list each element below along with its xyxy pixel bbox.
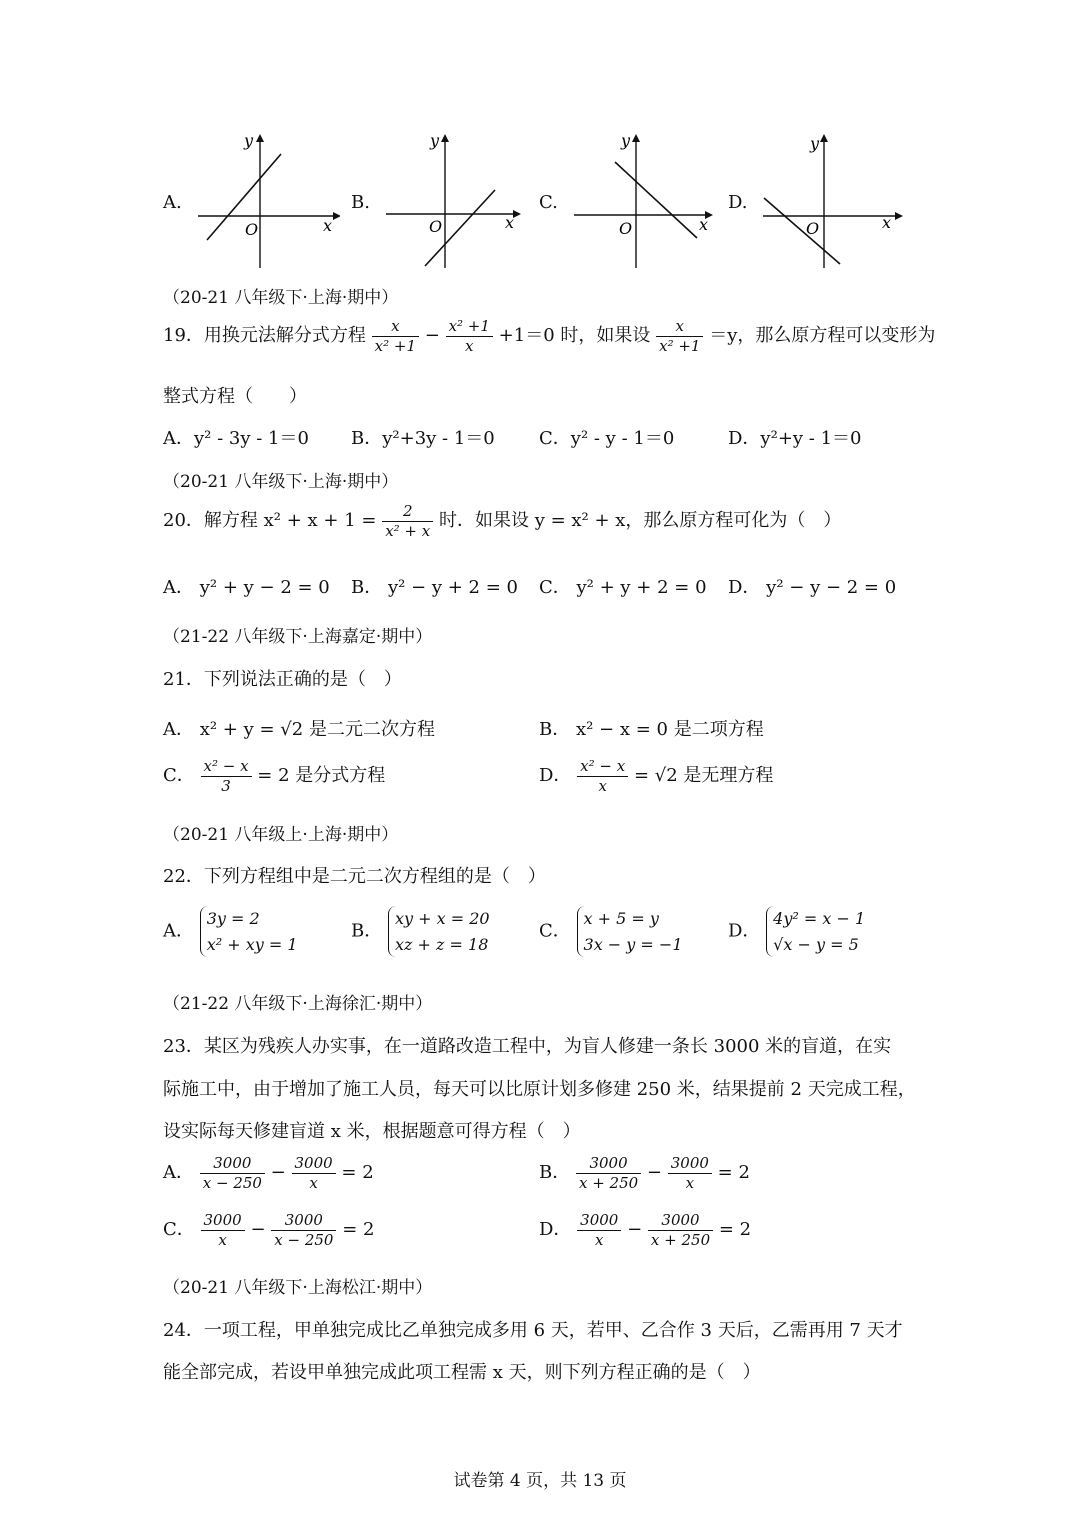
q21-stem: 21．下列说法正确的是（ ） [163, 669, 402, 690]
x-axis-label: x [882, 213, 892, 232]
q21-option-c: C． $\frac{\text{x² − x}}{3}$ = 2 是分式方程 [163, 757, 386, 795]
q21-option-b: B． x² − x = 0 是二项方程 [539, 719, 764, 740]
q23-option-a: A． $\frac{3000}{x - 250}$ − $\frac{3000}{x}$ = 2 [163, 1154, 374, 1192]
q23-stem-line1: 23．某区为残疾人办实事，在一道路改造工程中，为盲人修建一条长 3000 米的盲道，在实 [163, 1036, 892, 1057]
x-axis-label: x [699, 215, 709, 234]
y-axis-label: y [430, 131, 440, 150]
x-axis-label: x [505, 213, 515, 232]
q24-stem-line2: 能全部完成，若设甲单独完成此项工程需 x 天，则下列方程正确的是（ ） [163, 1362, 761, 1383]
q23-option-d: D． $\frac{3000}{x}$ − $\frac{3000}{x + 250}$ = 2 [539, 1211, 752, 1249]
graph-label-d: D. [728, 192, 748, 213]
q19-option-d: D．y²+y - 1＝0 [728, 428, 862, 449]
q23-option-b: B． $\frac{3000}{x + 250}$ − $\frac{3000}{x}$ = 2 [539, 1154, 750, 1192]
q22-option-d: D． 4y² = x − 1 √x − y = 5 [728, 906, 865, 957]
q20-option-a: A． y² + y − 2 = 0 [163, 577, 330, 598]
q22-option-c: C． x + 5 = y 3x − y = −1 [539, 906, 683, 957]
graph-label-c: C. [539, 192, 558, 213]
origin-label: O [619, 219, 633, 238]
y-axis-label: y [621, 131, 631, 150]
q20-stem: 20．解方程 x² + x + 1 = $\frac{2}{\text{x² + x}}$ 时．如果设 y = x² + x，那么原方程可化为（ ） [163, 502, 842, 540]
q21-source: （21-22 八年级下·上海嘉定·期中） [163, 627, 433, 647]
q19-source: （20-21 八年级下·上海·期中） [163, 288, 399, 308]
q22-stem: 22．下列方程组中是二元二次方程组的是（ ） [163, 866, 546, 887]
q19-option-a: A．y² - 3y - 1＝0 [163, 428, 309, 449]
origin-label: O [429, 217, 443, 236]
q22-option-a: A． 3y = 2 x² + xy = 1 [163, 906, 298, 957]
graph-label-b: B. [351, 192, 370, 213]
x-axis-label: x [323, 216, 333, 235]
q22-option-b: B． xy + x = 20 xz + z = 18 [351, 906, 490, 957]
graph-label-a: A. [163, 192, 182, 213]
origin-label: O [806, 219, 820, 238]
q20-option-d: D． y² − y − 2 = 0 [728, 577, 897, 598]
page-footer: 试卷第 4 页，共 13 页 [453, 1471, 627, 1491]
q22-source: （20-21 八年级上·上海·期中） [163, 825, 399, 845]
graph-c-plot [571, 128, 716, 273]
q23-source: （21-22 八年级下·上海徐汇·期中） [163, 994, 433, 1014]
graph-a-plot [195, 128, 340, 273]
q23-stem-line3: 设实际每天修建盲道 x 米，根据题意可得方程（ ） [163, 1121, 581, 1142]
q23-option-c: C． $\frac{3000}{x}$ − $\frac{3000}{x - 250}$ = 2 [163, 1211, 375, 1249]
q20-option-b: B． y² − y + 2 = 0 [351, 577, 518, 598]
graph-b-plot [383, 128, 528, 273]
origin-label: O [245, 220, 259, 239]
q23-stem-line2: 际施工中，由于增加了施工人员，每天可以比原计划多修建 250 米，结果提前 2 天完成工程， [163, 1079, 916, 1100]
q24-stem-line1: 24．一项工程，甲单独完成比乙单独完成多用 6 天，若甲、乙合作 3 天后，乙需再用 7 天才 [163, 1320, 903, 1341]
q21-option-d: D． $\frac{\text{x² − x}}{x}$ = √2 是无理方程 [539, 757, 774, 795]
q24-source: （20-21 八年级下·上海松江·期中） [163, 1278, 433, 1298]
y-axis-label: y [244, 131, 254, 150]
q20-option-c: C． y² + y + 2 = 0 [539, 577, 707, 598]
graph-d-plot [760, 128, 905, 273]
q19-option-c: C．y² - y - 1＝0 [539, 428, 675, 449]
q19-stem-line1: 19．用换元法解分式方程 $\frac{x}{\text{x² +1}}$ − $\frac{\text{x² +1}}{x}$ +1＝0 时，如果设 $\frac{x}{\text{x² +1}}$ ＝y，那么原方程可以变形为 [163, 317, 936, 355]
q19-stem-line2: 整式方程（ ） [163, 386, 307, 407]
y-axis-label: y [810, 134, 820, 153]
q20-source: （20-21 八年级下·上海·期中） [163, 472, 399, 492]
q19-option-b: B．y²+3y - 1＝0 [351, 428, 495, 449]
q21-option-a: A． x² + y = √2 是二元二次方程 [163, 719, 435, 740]
